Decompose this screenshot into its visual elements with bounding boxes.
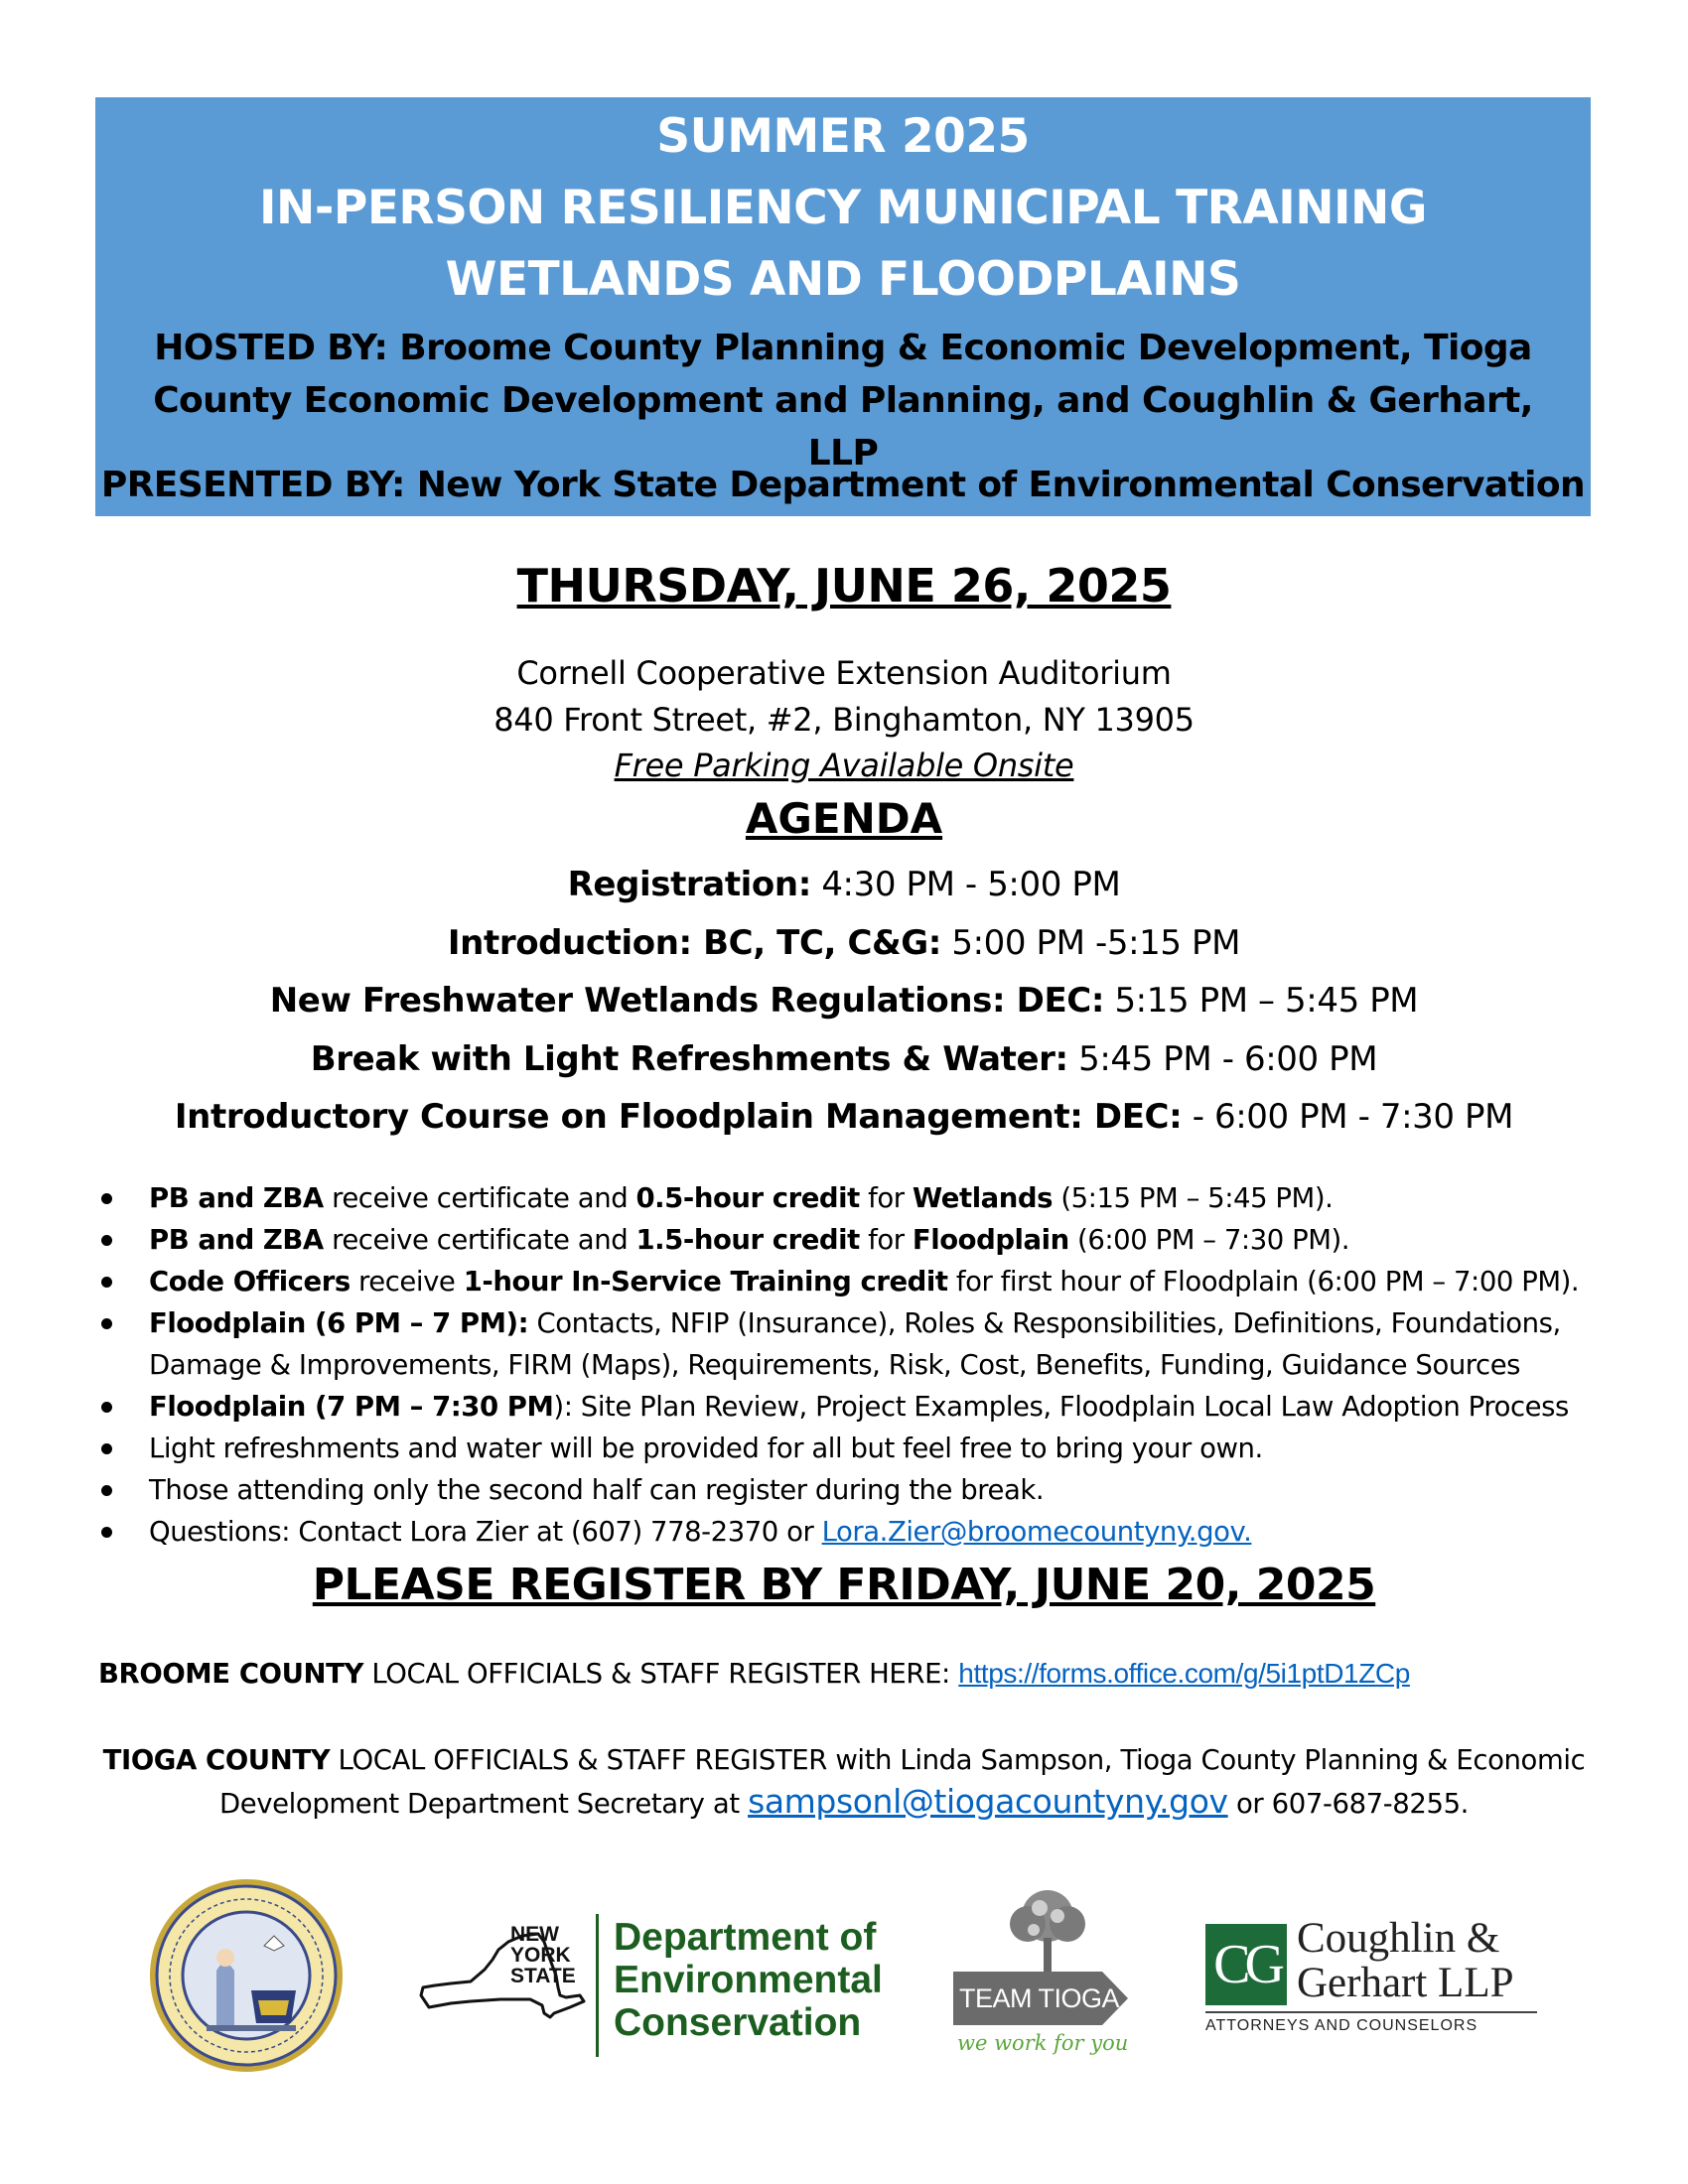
logo-divider — [596, 1914, 599, 2057]
bullet-text: for first hour of Floodplain (6:00 PM – 7:00 PM). — [947, 1266, 1580, 1297]
agenda-label: Introduction: BC, TC, C&G: — [447, 923, 941, 963]
list-item — [95, 1511, 1615, 1553]
tioga-arrow-sign — [953, 1972, 1124, 2025]
broome-county-seal-logo — [147, 1876, 346, 2075]
bullet-icon — [101, 1402, 112, 1413]
agenda-label: Registration: — [567, 865, 811, 904]
tioga-name: TEAM TIOGA — [959, 1983, 1120, 2013]
bullet-text: for — [859, 1224, 913, 1256]
list-item — [95, 1261, 1615, 1302]
dec-word: Conservation — [614, 2001, 862, 2044]
hosted-by: HOSTED BY: Broome County Planning & Economic Development, Tioga County Economic Development and Planning, and Coughlin & Gerhart, LLP — [153, 328, 1533, 474]
dec-word: Environmental — [614, 1959, 883, 2001]
banner-season: SUMMER 2025 — [656, 109, 1030, 164]
tioga-email-link[interactable]: sampsonl@tiogacountyny.gov — [748, 1782, 1228, 1821]
nys-word: NEW — [510, 1923, 559, 1946]
agenda-item — [0, 1034, 1688, 1084]
list-item — [95, 1219, 1615, 1261]
presented-by: PRESENTED BY: New York State Department of Environmental Conservation — [100, 465, 1586, 505]
bullet-bold: Floodplain — [912, 1224, 1069, 1256]
bullet-bold: PB and ZBA — [149, 1224, 324, 1256]
tioga-registration-line1 — [0, 1739, 1688, 1781]
bullet-icon — [101, 1443, 112, 1454]
cg-wordmark — [1297, 1916, 1514, 2005]
agenda-label: New Freshwater Wetlands Regulations: DEC: — [269, 981, 1105, 1021]
broome-registration — [98, 1653, 1410, 1695]
cg-rule — [1205, 2011, 1537, 2013]
bullet-bold: Floodplain (6 PM – 7 PM): — [149, 1307, 529, 1339]
bullet-text: Those attending only the second half can register during the break. — [149, 1474, 1045, 1506]
bullet-icon — [101, 1485, 112, 1496]
tioga-tagline: we work for you — [957, 2031, 1129, 2055]
dec-word: Department of — [614, 1916, 877, 1959]
banner-title: IN-PERSON RESILIENCY MUNICIPAL TRAINING — [259, 181, 1427, 235]
list-item — [95, 1386, 1615, 1428]
cg-tagline: ATTORNEYS AND COUNSELORS — [1205, 2017, 1478, 2034]
agenda-time: 5:45 PM - 6:00 PM — [1067, 1039, 1378, 1079]
parking-text: Free Parking Available Onsite — [614, 747, 1074, 784]
nys-word: STATE — [510, 1965, 576, 1987]
nys-word: YORK — [510, 1944, 571, 1967]
bullet-text: (6:00 PM – 7:30 PM). — [1068, 1224, 1350, 1256]
broome-register-link[interactable]: https://forms.office.com/g/5i1ptD1ZCp — [958, 1658, 1410, 1689]
agenda-item — [0, 1092, 1688, 1142]
bullet-text: for — [859, 1182, 913, 1214]
register-deadline: PLEASE REGISTER BY FRIDAY, JUNE 20, 2025 — [312, 1560, 1376, 1610]
cg-word: Gerhart LLP — [1297, 1960, 1514, 2006]
info-bullet-list — [95, 1177, 1615, 1553]
agenda-title: AGENDA — [745, 794, 943, 843]
agenda-time: - 6:00 PM - 7:30 PM — [1182, 1097, 1514, 1137]
bullet-text: receive certificate and — [323, 1182, 636, 1214]
bullet-icon — [101, 1193, 112, 1204]
tioga-phone: or 607-687-8255. — [1227, 1788, 1470, 1820]
event-date: THURSDAY, JUNE 26, 2025 — [516, 559, 1172, 613]
parking-note — [0, 743, 1688, 789]
bullet-text: receive — [350, 1266, 464, 1297]
agenda-time: 5:00 PM -5:15 PM — [940, 923, 1241, 963]
tree-icon — [998, 1886, 1097, 1976]
agenda-time: 5:15 PM – 5:45 PM — [1104, 981, 1419, 1021]
dec-wordmark — [614, 1916, 883, 2044]
bullet-bold: 0.5-hour credit — [635, 1182, 860, 1214]
bullet-bold: Code Officers — [149, 1266, 351, 1297]
agenda-item — [0, 918, 1688, 968]
bullet-text: receive certificate and — [323, 1224, 636, 1256]
coughlin-gerhart-logo — [1201, 1916, 1539, 2045]
bullet-icon — [101, 1527, 112, 1538]
seal-icon — [147, 1876, 346, 2075]
header-banner — [95, 97, 1591, 516]
venue-name: Cornell Cooperative Extension Auditorium — [516, 654, 1172, 692]
list-item — [95, 1302, 1615, 1386]
bullet-text: Light refreshments and water will be provided for all but feel free to bring your own. — [149, 1433, 1263, 1464]
venue-address: 840 Front Street, #2, Binghamton, NY 13905 — [493, 701, 1195, 739]
bullet-text: Questions: Contact Lora Zier at (607) 778-2370 or — [149, 1516, 822, 1548]
bullet-bold: 1-hour In-Service Training credit — [463, 1266, 948, 1297]
bullet-text: (5:15 PM – 5:45 PM). — [1053, 1182, 1334, 1214]
agenda-label: Introductory Course on Floodplain Management: DEC: — [174, 1097, 1183, 1137]
broome-label: BROOME COUNTY — [98, 1658, 363, 1690]
list-item — [95, 1428, 1615, 1469]
nys-wordmark — [510, 1924, 576, 1986]
bullet-icon — [101, 1235, 112, 1246]
team-tioga-logo — [953, 1886, 1142, 2067]
bullet-icon — [101, 1277, 112, 1288]
banner-subtitle: WETLANDS AND FLOODPLAINS — [445, 252, 1241, 307]
contact-email-link[interactable]: Lora.Zier@broomecountyny.gov. — [821, 1516, 1252, 1548]
cg-monogram-icon: CG — [1205, 1924, 1287, 2005]
tioga-registration-line2 — [0, 1781, 1688, 1825]
bullet-bold: PB and ZBA — [149, 1182, 324, 1214]
broome-text: LOCAL OFFICIALS & STAFF REGISTER HERE: — [363, 1658, 959, 1690]
agenda-label: Break with Light Refreshments & Water: — [310, 1039, 1068, 1079]
cg-word: Coughlin & — [1297, 1915, 1500, 1962]
agenda-time: 4:30 PM - 5:00 PM — [810, 865, 1121, 904]
agenda-item — [0, 860, 1688, 909]
nys-dec-logo — [411, 1906, 884, 2065]
bullet-bold: Wetlands — [912, 1182, 1054, 1214]
bullet-bold: 1.5-hour credit — [635, 1224, 860, 1256]
bullet-bold: Floodplain (7 PM – 7:30 PM — [149, 1391, 554, 1423]
bullet-icon — [101, 1318, 112, 1329]
list-item — [95, 1469, 1615, 1511]
list-item — [95, 1177, 1615, 1219]
tioga-label: TIOGA COUNTY — [102, 1744, 331, 1776]
agenda-item — [0, 976, 1688, 1025]
bullet-text: ): Site Plan Review, Project Examples, Floodplain Local Law Adoption Process — [553, 1391, 1569, 1423]
bullet-text: Contacts, NFIP (Insurance), Roles & Responsibilities, Definitions, Foundations, Damage & Improvements, FIRM (Maps), Requirements, Risk, Cost, Benefits, Funding, Guidance Sources — [149, 1307, 1561, 1381]
tioga-text: Development Department Secretary at — [218, 1788, 749, 1820]
tioga-text: LOCAL OFFICIALS & STAFF REGISTER with Linda Sampson, Tioga County Planning & Economic — [330, 1744, 1586, 1776]
